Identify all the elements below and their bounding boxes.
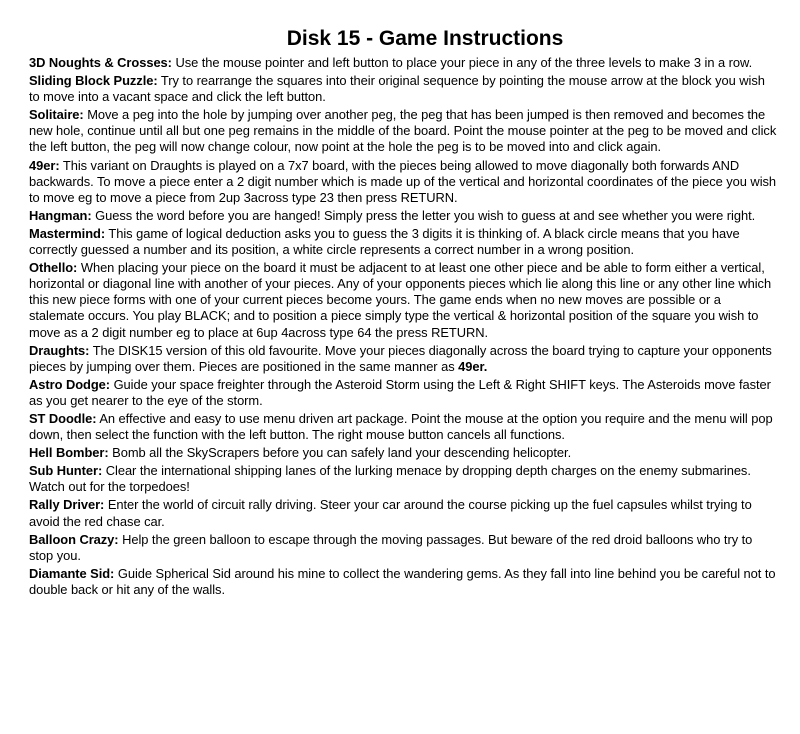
game-name: Othello: <box>29 260 78 276</box>
game-name: 3D Noughts & Crosses: <box>29 55 172 70</box>
game-reference: 49er. <box>458 358 488 374</box>
game-name: Rally Driver: <box>29 497 105 513</box>
entry-diamante-sid <box>29 566 777 598</box>
game-description: Clear the international shipping lanes of the lurking menace by dropping depth charges on the enemy submarines. Watch out for the torpedoes! <box>29 463 751 495</box>
game-description: Bomb all the SkyScrapers before you can safely land your descending helicopter. <box>108 445 572 461</box>
entry-hell-bomber <box>29 445 777 461</box>
entry-sliding-block-puzzle <box>29 73 777 105</box>
game-name: Solitaire: <box>29 107 84 123</box>
game-description: When placing your piece on the board it must be adjacent to at least one other piece and be able to form either a vertical, horizontal or diagonal line with another of your pieces. Any of your opponents pieces which lie along this line or any other line which this new piece forms with one of your current pieces become yours. The game ends when no new moves are possible or a stalemate occurs. You play BLACK; and to position a piece simply type the vertical & horizontal position of the square you wish to move as a 2 digit number eg to place at 6up 4across type 64 the press RETURN. <box>29 260 772 340</box>
game-name: Draughts: <box>29 342 90 358</box>
game-description: Use the mouse pointer and left button to place your piece in any of the three levels to make 3 in a row. <box>171 55 753 70</box>
game-name: Hell Bomber: <box>29 445 109 461</box>
game-name: Astro Dodge: <box>29 376 111 392</box>
instructions-list <box>29 55 777 598</box>
instructions-page <box>29 26 777 600</box>
game-description: Try to rearrange the squares into their original sequence by pointing the mouse arrow at the block you wish to move into a vacant space and click the left button. <box>29 73 765 105</box>
game-name: Balloon Crazy: <box>29 531 119 547</box>
game-description: This game of logical deduction asks you to guess the 3 digits it is thinking of. A black circle means that you have correctly guessed a number and its position, a white circle represents a correct number in a wrong position. <box>29 225 740 258</box>
game-name: Hangman: <box>29 207 92 223</box>
game-name: ST Doodle: <box>29 410 97 426</box>
entry-draughts <box>29 343 777 375</box>
game-description: Guess the word before you are hanged! Simply press the letter you wish to guess at and see whether you were right. <box>91 207 756 223</box>
entry-othello <box>29 260 777 340</box>
entry-astro-dodge <box>29 377 777 409</box>
game-description: The DISK15 version of this old favourite. Move your pieces diagonally across the board trying to capture your opponents pieces by jumping over them. Pieces are positioned in the same manner as <box>29 342 772 374</box>
game-name: Sliding Block Puzzle: <box>29 73 158 89</box>
entry-hangman <box>29 208 777 224</box>
game-name: Sub Hunter: <box>29 463 103 479</box>
game-description: This variant on Draughts is played on a 7x7 board, with the pieces being allowed to move diagonally both forwards AND backwards. To move a piece enter a 2 digit number which is made up of the vertical and horizontal coordinates of the piece you wish to move eg to move a piece from 2up 3across type 23 then press RETURN. <box>29 157 777 205</box>
game-description: An effective and easy to use menu driven art package. Point the mouse at the option you require and the menu will pop down, then select the function with the left button. The right mouse button cancels all functions. <box>29 410 773 443</box>
entry-st-doodle <box>29 411 777 443</box>
game-name: Mastermind: <box>29 225 106 241</box>
entry-solitaire <box>29 107 777 155</box>
game-description: Move a peg into the hole by jumping over another peg, the peg that has been jumped is then removed and becomes the new hole, continue until all but one peg remains in the middle of the board. Point the mouse pointer at the peg to be moved and click the left button, the peg will now change colour, now point at the hole the peg is to be moved into and click again. <box>29 107 777 155</box>
entry-sub-hunter <box>29 463 777 495</box>
entry-3d-noughts-crosses <box>29 55 777 71</box>
entry-rally-driver <box>29 497 777 529</box>
page-title: Disk 15 - Game Instructions <box>286 27 564 50</box>
entry-mastermind <box>29 226 777 258</box>
game-name: 49er: <box>29 157 60 173</box>
game-description: Guide Spherical Sid around his mine to collect the wandering gems. As they fall into line behind you be careful not to double back or hit any of the walls. <box>29 565 776 597</box>
game-description: Help the green balloon to escape through the moving passages. But beware of the red droid balloons who try to stop you. <box>29 531 753 563</box>
entry-49er <box>29 158 777 206</box>
entry-balloon-crazy <box>29 532 777 564</box>
game-description: Guide your space freighter through the Asteroid Storm using the Left & Right SHIFT keys. The Asteroids move faster as you get nearer to the eye of the storm. <box>29 376 771 408</box>
game-description: Enter the world of circuit rally driving. Steer your car around the course picking up the fuel capsules whilst trying to avoid the red chase car. <box>29 497 752 529</box>
game-name: Diamante Sid: <box>29 565 115 581</box>
